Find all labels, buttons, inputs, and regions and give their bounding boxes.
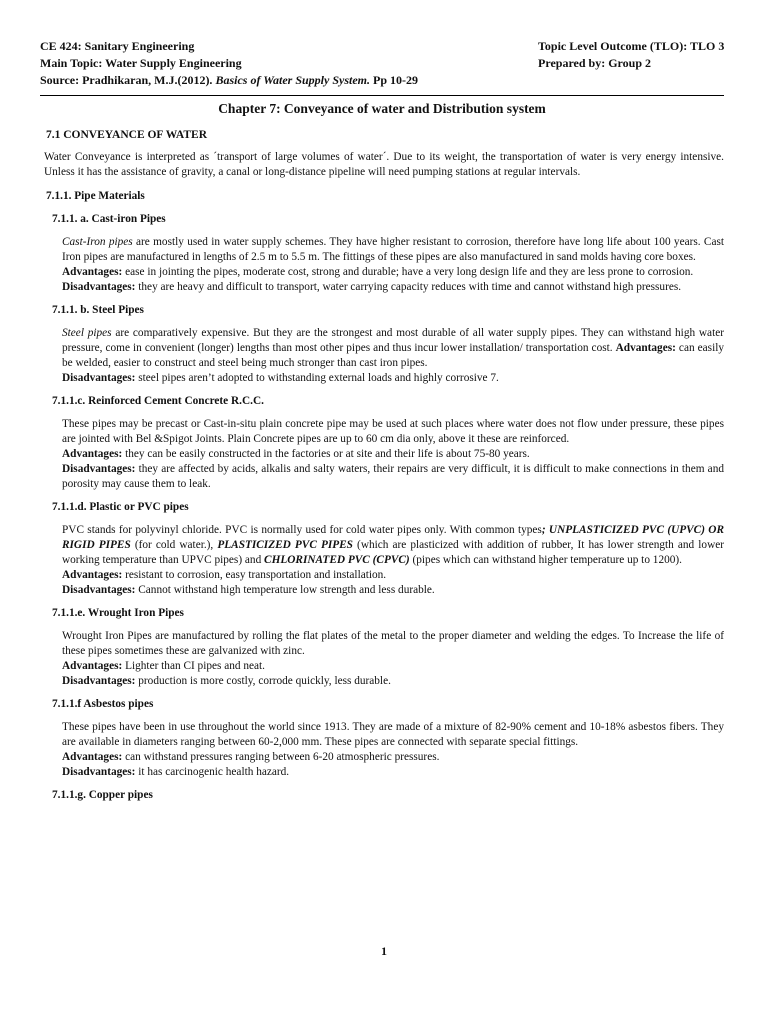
pvc-section [62,523,724,598]
prepared-by: Prepared by: Group 2 [538,56,652,70]
rcc-section [62,417,724,492]
asbestos-section [62,720,724,780]
heading-wrought-iron: 7.1.1.e. Wrought Iron Pipes [52,607,184,619]
heading-rcc: 7.1.1.c. Reinforced Cement Concrete R.C.C. [52,395,264,407]
heading-pvc: 7.1.1.d. Plastic or PVC pipes [52,501,189,513]
cast-iron-advantages: Advantages: ease in jointing the pipes, moderate cost, strong and durable; have a very long design life and they are less prone to corrosion. [62,266,694,278]
asbestos-paragraph: These pipes have been in use throughout the world since 1913. They are made of a mixture of 82-90% cement and 10-18% asbestos fibers. They are available in diameters ranging between 60-2,000 mm. These pipes are connected with separate special fittings. [62,721,724,748]
page-number: 1 [381,944,387,958]
steel-section [62,326,724,386]
pvc-advantages: Advantages: resistant to corrosion, easy transportation and installation. [62,569,387,581]
asbestos-advantages: Advantages: can withstand pressures ranging between 6-20 atmospheric pressures. [62,751,440,763]
course-title: CE 424: Sanitary Engineering [40,39,195,53]
cast-iron-paragraph: Cast-Iron pipes are mostly used in water supply schemes. They have higher resistant to corrosion, therefore have long life about 100 years. Cast Iron pipes are manufactured in lengths of 2.5 m to 5.5 m. The fittings of these pipes are also manufactured in sand molds having core boxes. [62,236,724,263]
page-header [40,38,724,89]
asbestos-disadvantages: Disadvantages: it has carcinogenic health hazard. [62,766,290,778]
cast-iron-section [62,235,724,295]
rcc-paragraph: These pipes may be precast or Cast-in-situ plain concrete pipe may be used at such places where water does not flow under pressure, these pipes are jointed with Bel &Spigot Joints. Plain Concrete pipes are up to 60 cm dia only, above it these are reinforced. [62,418,724,445]
document-page [40,38,724,803]
main-topic: Main Topic: Water Supply Engineering [40,56,242,70]
heading-steel: 7.1.1. b. Steel Pipes [52,304,144,316]
header-right [538,38,724,89]
source-book-title: Basics of Water Supply System. [215,73,371,87]
steel-disadvantages: Disadvantages: steel pipes aren’t adopted to withstanding external loads and highly corrosive 7. [62,372,499,384]
wrought-iron-disadvantages: Disadvantages: production is more costly, corrode quickly, less durable. [62,675,391,687]
header-left [40,38,418,89]
header-divider [40,95,724,96]
section-heading-pipe-materials: 7.1.1. Pipe Materials [46,190,145,202]
rcc-advantages: Advantages: they can be easily constructed in the factories or at site and their life is about 75-80 years. [62,448,530,460]
heading-asbestos: 7.1.1.f Asbestos pipes [52,698,154,710]
wrought-iron-advantages: Advantages: Lighter than CI pipes and neat. [62,660,266,672]
section-7-1-paragraph: Water Conveyance is interpreted as ´transport of large volumes of water´. Due to its weight, the transportation of water is very energy intensive. Unless it has the assistance of gravity, a canal or long-distance pipeline will need pumping stations at regular intervals. [44,151,724,178]
tlo-label: Topic Level Outcome (TLO): TLO 3 [538,39,725,53]
wrought-iron-paragraph: Wrought Iron Pipes are manufactured by rolling the flat plates of the metal to the proper diameter and welding the edges. To Increase the life of these pipes sometimes these are galvanized with zinc. [62,630,724,657]
rcc-disadvantages: Disadvantages: they are affected by acids, alkalis and salty waters, their repairs are very difficult, it is difficult to make connections in them and porosity may cause them to leak. [62,463,724,490]
heading-cast-iron: 7.1.1. a. Cast-iron Pipes [52,213,166,225]
pvc-paragraph: PVC stands for polyvinyl chloride. PVC is normally used for cold water pipes only. With common types; UNPLASTICIZED PVC (UPVC) OR RIGID PIPES (for cold water.), PLASTICIZED PVC PIPES (which are plasticized with addition of rubber, It has lower strength and lower working temperature than UPVC pipes) and CHLORINATED PVC (CPVC) (pipes which can withstand higher temperature up to 1200). [62,524,725,566]
steel-paragraph: Steel pipes are comparatively expensive. But they are the strongest and most durable of all water supply pipes. They can withstand high water pressure, come in convenient (longer) lengths than most other pipes and thus incur lower installation/ transportation cost. Advantages: can easily be welded, easier to construct and steel being much stronger than cast iron pipes. [62,327,724,369]
source-line: Source: Pradhikaran, M.J.(2012). Basics of Water Supply System. Pp 10-29 [40,73,419,87]
chapter-title: Chapter 7: Conveyance of water and Distribution system [218,101,546,116]
section-heading-7-1: 7.1 CONVEYANCE OF WATER [46,129,208,141]
pvc-disadvantages: Disadvantages: Cannot withstand high temperature low strength and less durable. [62,584,435,596]
cast-iron-disadvantages: Disadvantages: they are heavy and difficult to transport, water carrying capacity reduces with time and cannot withstand high pressures. [62,281,682,293]
wrought-iron-section [62,629,724,689]
heading-copper: 7.1.1.g. Copper pipes [52,789,153,801]
